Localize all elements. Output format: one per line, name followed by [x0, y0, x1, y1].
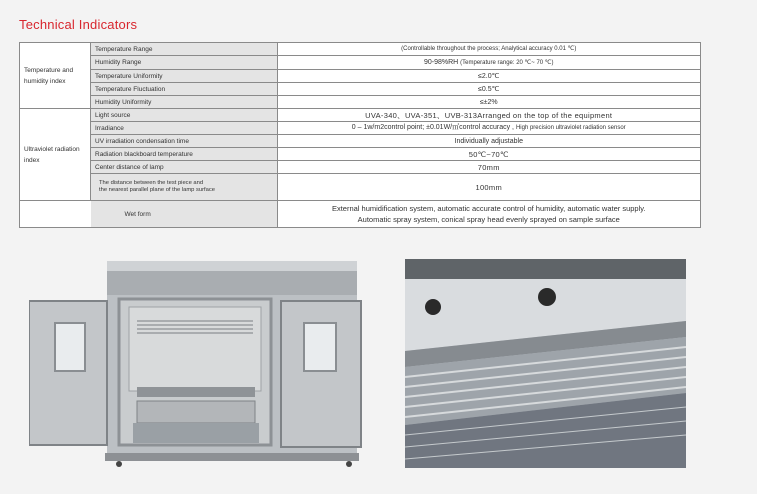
- spec-table: [19, 42, 701, 228]
- row-value: UVA-340、UVA-351、UVB-313Arranged on the top of the equipment: [277, 109, 701, 122]
- row-value: 90-98%RH (Temperature range: 20 ℃~ 70 ℃): [277, 56, 701, 70]
- row-value: ≤±2%: [277, 96, 701, 109]
- table-row: [20, 96, 701, 109]
- uv-lamp-interior-photo: [405, 259, 686, 468]
- temp-humidity-group-label: Temperature and humidity index: [20, 43, 91, 109]
- row-value-line: Automatic spray system, conical spray head evenly sprayed on sample surface: [357, 215, 620, 224]
- row-value: 100mm: [277, 174, 701, 201]
- uv-group-label: Ultraviolet radiation index: [20, 109, 91, 201]
- row-label: Temperature Fluctuation: [91, 83, 278, 96]
- chamber-photo: [29, 261, 362, 468]
- row-value: Individually adjustable: [277, 135, 701, 148]
- table-row: [20, 122, 701, 135]
- table-row: [20, 148, 701, 161]
- row-label: [91, 174, 278, 201]
- row-value: (Controllable throughout the process; Analytical accuracy 0.01 ℃): [277, 43, 701, 56]
- row-value: 50℃~70℃: [277, 148, 701, 161]
- table-row: [20, 109, 701, 122]
- table-row: [20, 161, 701, 174]
- row-label: Radiation blackboard temperature: [91, 148, 278, 161]
- row-value: ≤2.0℃: [277, 70, 701, 83]
- row-label-line: The distance between the test piece and: [99, 180, 204, 186]
- row-label: Wet form: [91, 201, 278, 228]
- wet-form-spacer: [20, 201, 91, 228]
- row-label: Center distance of lamp: [91, 161, 278, 174]
- row-label: Temperature Range: [91, 43, 278, 56]
- row-label: Humidity Range: [91, 56, 278, 70]
- row-value: 0 – 1w/m2control point; ±0.01W/㎡control accuracy , High precision ultraviolet radiation sensor: [277, 122, 701, 135]
- table-row: [20, 201, 701, 228]
- table-row: [20, 70, 701, 83]
- table-row: [20, 174, 701, 201]
- row-label: Irradiance: [91, 122, 278, 135]
- row-label: Light source: [91, 109, 278, 122]
- table-row: [20, 43, 701, 56]
- row-value-line: External humidification system, automatic accurate control of humidity, automatic water supply.: [331, 204, 646, 213]
- row-label-line: the nearest parallel plane of the lamp surface: [99, 187, 216, 193]
- table-row: [20, 135, 701, 148]
- table-row: [20, 56, 701, 70]
- row-label: Temperature Uniformity: [91, 70, 278, 83]
- table-row: [20, 83, 701, 96]
- row-value: [277, 201, 701, 228]
- row-value: 70mm: [277, 161, 701, 174]
- row-value: ≤0.5℃: [277, 83, 701, 96]
- row-label: Humidity Uniformity: [91, 96, 278, 109]
- row-label: UV irradiation condensation time: [91, 135, 278, 148]
- section-title: Technical Indicators: [19, 17, 138, 32]
